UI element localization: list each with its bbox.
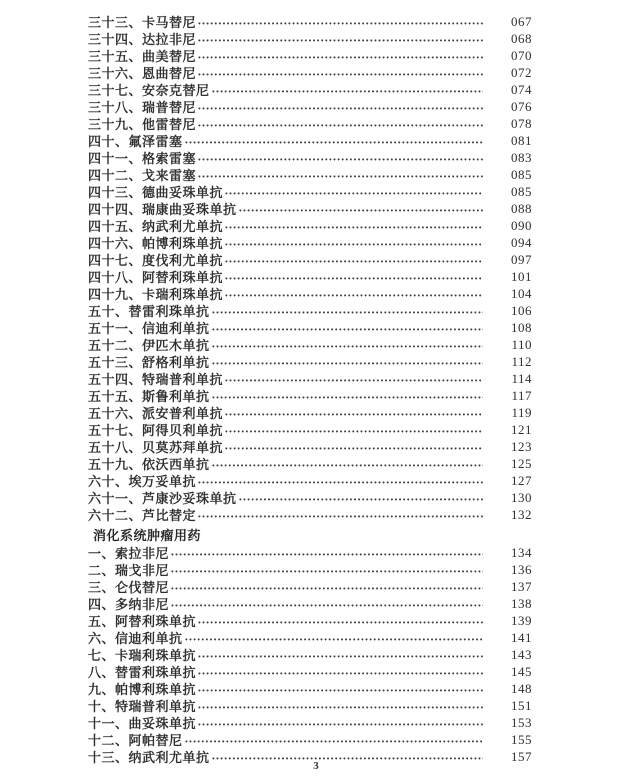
toc-entry-title: 三十九、他雷替尼 — [88, 117, 197, 132]
dot-leader — [198, 621, 483, 624]
toc-entry — [88, 98, 532, 115]
toc-entry-page: 081 — [511, 132, 532, 148]
toc-entry-page: 108 — [511, 319, 532, 335]
toc-entry-page: 088 — [511, 200, 532, 216]
toc-entry-page: 153 — [511, 714, 532, 730]
toc-entry-title: 十一、曲妥珠单抗 — [88, 716, 197, 731]
toc-entry-page: 085 — [511, 166, 532, 182]
toc-entry-title: 八、替雷利珠单抗 — [88, 665, 197, 680]
dot-leader — [239, 209, 483, 212]
dot-leader — [198, 481, 483, 484]
dot-leader — [225, 226, 483, 229]
toc-entry-title: 四十九、卡瑞利珠单抗 — [88, 287, 224, 302]
toc-entry — [88, 251, 532, 268]
page-footer — [0, 756, 632, 774]
dot-leader — [239, 498, 483, 501]
toc-entry-page: 143 — [511, 646, 532, 662]
dot-leader — [198, 107, 483, 110]
toc-entry-page: 106 — [511, 302, 532, 318]
toc-entry-title: 六十二、芦比替定 — [88, 508, 197, 523]
dot-leader — [198, 158, 483, 161]
toc-entry — [88, 506, 532, 523]
toc-section-heading: 消化系统肿瘤用药 — [93, 528, 202, 543]
toc-entry — [88, 421, 532, 438]
dot-leader — [212, 396, 483, 399]
toc-entry — [88, 404, 532, 421]
toc-entry-page: 141 — [511, 629, 532, 645]
toc-entry-page: 119 — [511, 404, 532, 420]
toc-entry — [88, 217, 532, 234]
toc-entry — [88, 612, 532, 629]
toc-entry — [88, 714, 532, 731]
dot-leader — [171, 604, 483, 607]
toc-entry — [88, 47, 532, 64]
toc-entry-title: 五十九、依沃西单抗 — [88, 457, 210, 472]
toc-entry — [88, 200, 532, 217]
dot-leader — [212, 345, 483, 348]
toc-entry-title: 七、卡瑞利珠单抗 — [88, 648, 197, 663]
dot-leader — [198, 515, 483, 518]
toc-entry — [88, 472, 532, 489]
toc-entry-title: 三十八、瑞普替尼 — [88, 100, 197, 115]
toc-entry-page: 076 — [511, 98, 532, 114]
toc-entry — [88, 731, 532, 748]
toc-entry-page: 148 — [511, 680, 532, 696]
toc-entry-page: 127 — [511, 472, 532, 488]
toc-entry-title: 四十二、戈来雷塞 — [88, 168, 197, 183]
toc-entry-title: 五十七、阿得贝利单抗 — [88, 423, 224, 438]
dot-leader — [198, 73, 483, 76]
toc-entry-title: 三十三、卡马替尼 — [88, 15, 197, 30]
toc-entry — [88, 166, 532, 183]
dot-leader — [212, 362, 483, 365]
toc-entry-page: 121 — [511, 421, 532, 437]
toc-entry-title: 四十六、帕博利珠单抗 — [88, 236, 224, 251]
toc-entry-title: 五十二、伊匹木单抗 — [88, 338, 210, 353]
toc-entry-page: 090 — [511, 217, 532, 233]
toc-entry — [88, 387, 532, 404]
toc-entry-page: 139 — [511, 612, 532, 628]
dot-leader — [198, 689, 483, 692]
toc-entry-page: 125 — [511, 455, 532, 471]
toc-entry-title: 六、信迪利单抗 — [88, 631, 183, 646]
dot-leader — [212, 90, 483, 93]
toc-entry-title: 四、多纳非尼 — [88, 597, 170, 612]
toc-entry-page: 097 — [511, 251, 532, 267]
toc-entry-title: 三十七、安奈克替尼 — [88, 83, 210, 98]
toc-entry-page: 072 — [511, 64, 532, 80]
dot-leader — [225, 447, 483, 450]
toc-entry-page: 083 — [511, 149, 532, 165]
toc-entry-title: 五十四、特瑞普利单抗 — [88, 372, 224, 387]
toc-entry-page: 112 — [511, 353, 532, 369]
toc-entry-page: 070 — [511, 47, 532, 63]
toc-entry-title: 九、帕博利珠单抗 — [88, 682, 197, 697]
toc-entry-title: 五十八、贝莫苏拜单抗 — [88, 440, 224, 455]
page-number: 3 — [313, 760, 319, 772]
toc-entry-title: 三十六、恩曲替尼 — [88, 66, 197, 81]
toc-entry-title: 三十四、达拉非尼 — [88, 32, 197, 47]
toc-entry-title: 十二、阿帕替尼 — [88, 733, 183, 748]
toc-entry-title: 六十一、芦康沙妥珠单抗 — [88, 491, 237, 506]
dot-leader — [198, 22, 483, 25]
toc-entry — [88, 132, 532, 149]
toc-entry — [88, 183, 532, 200]
toc-entry-page: 138 — [511, 595, 532, 611]
toc-entry-title: 三十五、曲美替尼 — [88, 49, 197, 64]
toc-entry — [88, 489, 532, 506]
toc-entry — [88, 455, 532, 472]
toc-entry-page: 117 — [511, 387, 532, 403]
toc-entry-title: 四十三、德曲妥珠单抗 — [88, 185, 224, 200]
dot-leader — [225, 243, 483, 246]
dot-leader — [225, 277, 483, 280]
toc-entry-title: 五十三、舒格利单抗 — [88, 355, 210, 370]
toc-entry-page: 094 — [511, 234, 532, 250]
toc-entry — [88, 561, 532, 578]
dot-leader — [212, 464, 483, 467]
dot-leader — [225, 413, 483, 416]
toc-entry-page: 101 — [511, 268, 532, 284]
toc-entry-page: 136 — [511, 561, 532, 577]
dot-leader — [198, 672, 483, 675]
toc-entry — [88, 115, 532, 132]
toc-entry-title: 十三、纳武利尤单抗 — [88, 750, 210, 765]
toc-entry-page: 155 — [511, 731, 532, 747]
dot-leader — [212, 328, 483, 331]
dot-leader — [185, 141, 483, 144]
toc-list — [88, 13, 532, 765]
toc-entry-page: 132 — [511, 506, 532, 522]
toc-entry — [88, 13, 532, 30]
toc-entry-page: 130 — [511, 489, 532, 505]
toc-entry-page: 085 — [511, 183, 532, 199]
toc-entry-page: 134 — [511, 544, 532, 560]
toc-entry-page: 104 — [511, 285, 532, 301]
dot-leader — [225, 260, 483, 263]
toc-entry — [88, 319, 532, 336]
toc-entry — [88, 663, 532, 680]
toc-entry-title: 四十四、瑞康曲妥珠单抗 — [88, 202, 237, 217]
toc-entry-title: 六十、埃万妥单抗 — [88, 474, 197, 489]
toc-entry-title: 四十七、度伐利尤单抗 — [88, 253, 224, 268]
toc-entry — [88, 234, 532, 251]
toc-entry — [88, 64, 532, 81]
toc-entry-title: 五十一、信迪利单抗 — [88, 321, 210, 336]
dot-leader — [225, 192, 483, 195]
dot-leader — [198, 56, 483, 59]
toc-entry-page: 137 — [511, 578, 532, 594]
toc-entry — [88, 629, 532, 646]
dot-leader — [171, 553, 483, 556]
toc-entry-title: 十、特瑞普利单抗 — [88, 699, 197, 714]
toc-entry-title: 二、瑞戈非尼 — [88, 563, 170, 578]
toc-entry — [88, 646, 532, 663]
dot-leader — [198, 723, 483, 726]
toc-entry-title: 四十八、阿替利珠单抗 — [88, 270, 224, 285]
toc-entry-title: 四十五、纳武利尤单抗 — [88, 219, 224, 234]
dot-leader — [212, 311, 483, 314]
dot-leader — [225, 430, 483, 433]
toc-entry-title: 五十五、斯鲁利单抗 — [88, 389, 210, 404]
toc-entry-title: 五十六、派安普利单抗 — [88, 406, 224, 421]
toc-entry — [88, 149, 532, 166]
toc-entry-title: 四十、氟泽雷塞 — [88, 134, 183, 149]
toc-entry-title: 五、阿替利珠单抗 — [88, 614, 197, 629]
dot-leader — [198, 39, 483, 42]
dot-leader — [225, 294, 483, 297]
toc-entry-page: 157 — [511, 748, 532, 764]
dot-leader — [198, 175, 483, 178]
toc-entry — [88, 370, 532, 387]
toc-entry-page: 068 — [511, 30, 532, 46]
toc-entry-title: 五十、替雷利珠单抗 — [88, 304, 210, 319]
toc-entry-page: 078 — [511, 115, 532, 131]
dot-leader — [198, 706, 483, 709]
toc-entry-page: 074 — [511, 81, 532, 97]
toc-entry — [88, 353, 532, 370]
toc-entry-title: 三、仑伐替尼 — [88, 580, 170, 595]
toc-entry — [88, 302, 532, 319]
toc-entry — [88, 438, 532, 455]
dot-leader — [185, 740, 483, 743]
toc-entry-page: 067 — [511, 13, 532, 29]
toc-entry — [88, 81, 532, 98]
toc-entry — [88, 595, 532, 612]
toc-entry — [88, 285, 532, 302]
toc-entry-title: 四十一、格索雷塞 — [88, 151, 197, 166]
dot-leader — [185, 638, 483, 641]
toc-entry-page: 145 — [511, 663, 532, 679]
toc-entry-page: 114 — [511, 370, 532, 386]
toc-entry-page: 110 — [511, 336, 532, 352]
toc-entry-title: 一、索拉非尼 — [88, 546, 170, 561]
dot-leader — [198, 655, 483, 658]
toc-entry — [88, 268, 532, 285]
dot-leader — [198, 124, 483, 127]
toc-entry — [88, 680, 532, 697]
toc-entry — [88, 336, 532, 353]
toc-entry — [88, 30, 532, 47]
dot-leader — [171, 587, 483, 590]
toc-entry-page: 123 — [511, 438, 532, 454]
dot-leader — [171, 570, 483, 573]
toc-entry — [88, 578, 532, 595]
dot-leader — [225, 379, 483, 382]
toc-entry — [88, 544, 532, 561]
toc-entry — [88, 697, 532, 714]
toc-entry-page: 151 — [511, 697, 532, 713]
